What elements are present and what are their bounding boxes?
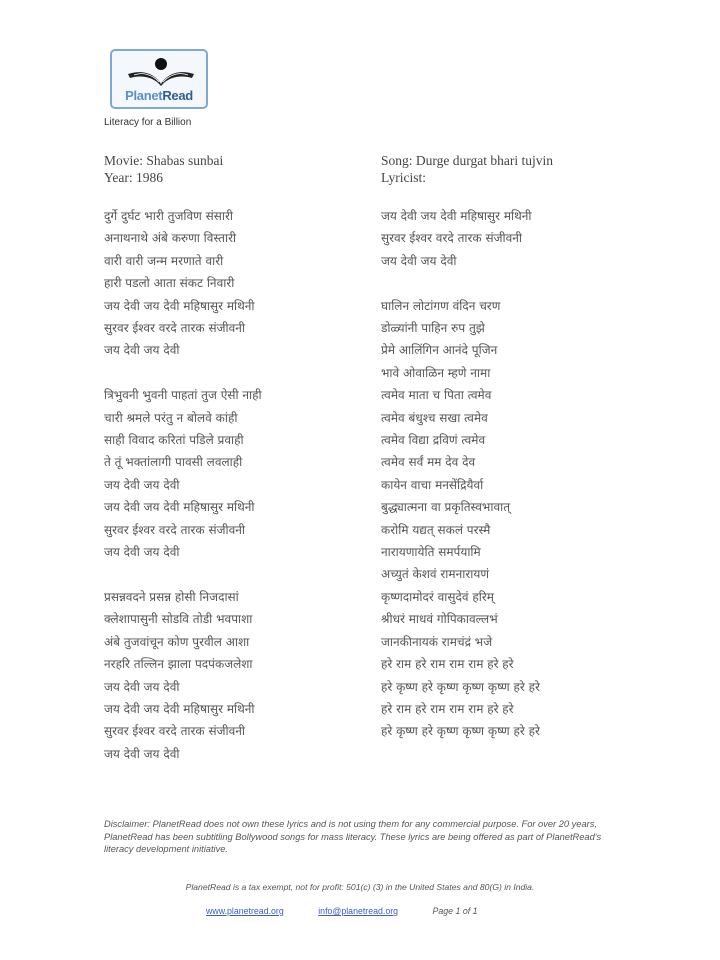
tax-exempt-line: PlanetRead is a tax exempt, not for profit: 501(c) (3) in the United States and 80(G) in India. xyxy=(185,882,535,892)
lyric-line: प्रसन्नवदने प्रसन्न होसी निजदासां xyxy=(104,589,239,604)
lyric-line: अंबे तुजवांचून कोण पुरवील आशा xyxy=(104,634,250,649)
stanza-break xyxy=(104,362,262,384)
lyricist-label: Lyricist: xyxy=(381,170,426,185)
lyric-line: जय देवी जय देवी महिषासुर मथिनी xyxy=(104,298,255,313)
lyric-line: हारी पडलो आता संकट निवारी xyxy=(104,276,235,291)
lyric-line: प्रेमे आलिंगिन आनंदे पूजिन xyxy=(381,343,498,358)
lyric-line: त्वमेव माता च पिता त्वमेव xyxy=(381,388,492,403)
lyric-line: अच्युतं केशवं रामनारायणं xyxy=(381,567,490,582)
stanza-break xyxy=(104,563,262,585)
lyric-line: कृष्णदामोदरं वासुदेवं हरिम् xyxy=(381,589,494,604)
footer-links xyxy=(206,906,478,916)
brand-part-planet: Planet xyxy=(125,88,163,103)
lyric-line: करोमि यद्यत् सकलं परस्मै xyxy=(381,522,491,537)
lyric-line: सुरवर ईश्वर वरदे तारक संजीवनी xyxy=(104,522,246,537)
lyric-line: घालिन लोटांगण वंदिन चरण xyxy=(381,298,501,313)
lyric-line: जय देवी जय देवी xyxy=(104,545,180,560)
lyric-line: दुर्गे दुर्घट भारी तुजविण संसारी xyxy=(104,209,234,223)
lyric-line: डोळ्यांनी पाहिन रुप तुझे xyxy=(381,321,485,336)
lyric-line: चारी श्रमले परंतु न बोलवे कांही xyxy=(104,410,238,425)
lyric-line: जय देवी जय देवी xyxy=(104,343,180,358)
meta-left xyxy=(104,152,223,186)
brand-name xyxy=(112,88,206,103)
website-link[interactable]: www.planetread.org xyxy=(206,906,284,916)
lyric-line: सुरवर ईश्वर वरदे तारक संजीवनी xyxy=(104,724,246,739)
lyric-line: त्वमेव सर्वं मम देव देव xyxy=(381,455,476,470)
lyric-line: जय देवी जय देवी महिषासुर मथिनी xyxy=(381,209,532,223)
lyric-line: कायेन वाचा मनसेंद्रियैर्वा xyxy=(381,477,484,492)
lyric-line: अनाथनाथे अंबे करुणा विस्तारी xyxy=(104,231,237,246)
lyric-line: भावे ओवाळिन म्हणे नामा xyxy=(381,365,491,380)
lyric-line: सुरवर ईश्वर वरदे तारक संजीवनी xyxy=(104,321,246,336)
lyric-line: त्रिभुवनी भुवनी पाहतां तुज ऐसी नाही xyxy=(104,388,262,403)
lyric-line: श्रीधरं माधवं गोपिकावल्लभं xyxy=(381,612,498,627)
lyric-line: जय देवी जय देवी xyxy=(104,477,180,492)
lyric-line: बुद्ध्यात्मना वा प्रकृतिस्वभावात् xyxy=(381,500,511,515)
tagline: Literacy for a Billion xyxy=(104,117,192,128)
disclaimer: Disclaimer: PlanetRead does not own these lyrics and is not using them for any commercial purpose. For over 20 years, PlanetRead has been subtitling Bollywood songs for mass literacy. These lyrics are being offered as part of PlanetRead's literacy development initiative. xyxy=(104,819,602,854)
year-label: Year: 1986 xyxy=(104,170,164,185)
lyric-line: जय देवी जय देवी xyxy=(104,679,180,694)
email-link[interactable]: info@planetread.org xyxy=(318,906,399,916)
movie-label: Movie: Shabas sunbai xyxy=(104,153,224,168)
lyric-line: वारी वारी जन्म मरणाते वारी xyxy=(104,253,224,268)
meta-right xyxy=(381,152,553,186)
open-book-reader-icon xyxy=(126,56,196,90)
lyrics-left-column xyxy=(104,205,262,765)
lyric-line: जय देवी जय देवी xyxy=(104,746,180,761)
song-label: Song: Durge durgat bhari tujvin xyxy=(381,153,553,168)
stanza-break xyxy=(381,272,540,294)
brand-part-read: Read xyxy=(162,88,193,103)
lyric-line: जय देवी जय देवी महिषासुर मथिनी xyxy=(104,701,255,716)
lyric-line: नारायणायेति समर्पयामि xyxy=(381,545,481,560)
lyric-line: साही विवाद करितां पडिले प्रवाही xyxy=(104,433,244,448)
lyric-line: त्वमेव बंधुश्च सखा त्वमेव xyxy=(381,410,488,425)
lyric-line: क्लेशापासुनी सोडवि तोडी भवपाशा xyxy=(104,612,253,627)
lyric-line: सुरवर ईश्वर वरदे तारक संजीवनी xyxy=(381,231,523,246)
lyric-line: नरहरि तल्लिन झाला पदपंकजलेशा xyxy=(104,657,253,672)
planetread-logo xyxy=(110,49,208,109)
page-number: Page 1 of 1 xyxy=(432,906,478,916)
lyrics-right-column xyxy=(381,205,540,743)
lyric-line: जय देवी जय देवी महिषासुर मथिनी xyxy=(104,500,255,515)
lyric-line: हरे कृष्ण हरे कृष्ण कृष्ण कृष्ण हरे हरे xyxy=(381,724,540,739)
lyric-line: ते तूं भक्तांलागी पावसी लवलाही xyxy=(104,455,243,470)
lyric-line: हरे राम हरे राम राम राम हरे हरे xyxy=(381,657,514,672)
lyric-line: त्वमेव विद्या द्रविणं त्वमेव xyxy=(381,433,486,448)
lyric-line: हरे कृष्ण हरे कृष्ण कृष्ण कृष्ण हरे हरे xyxy=(381,679,540,694)
lyric-line: जानकीनायकं रामचंद्रं भजे xyxy=(381,634,493,649)
lyric-line: जय देवी जय देवी xyxy=(381,253,457,268)
lyric-line: हरे राम हरे राम राम राम हरे हरे xyxy=(381,701,514,716)
